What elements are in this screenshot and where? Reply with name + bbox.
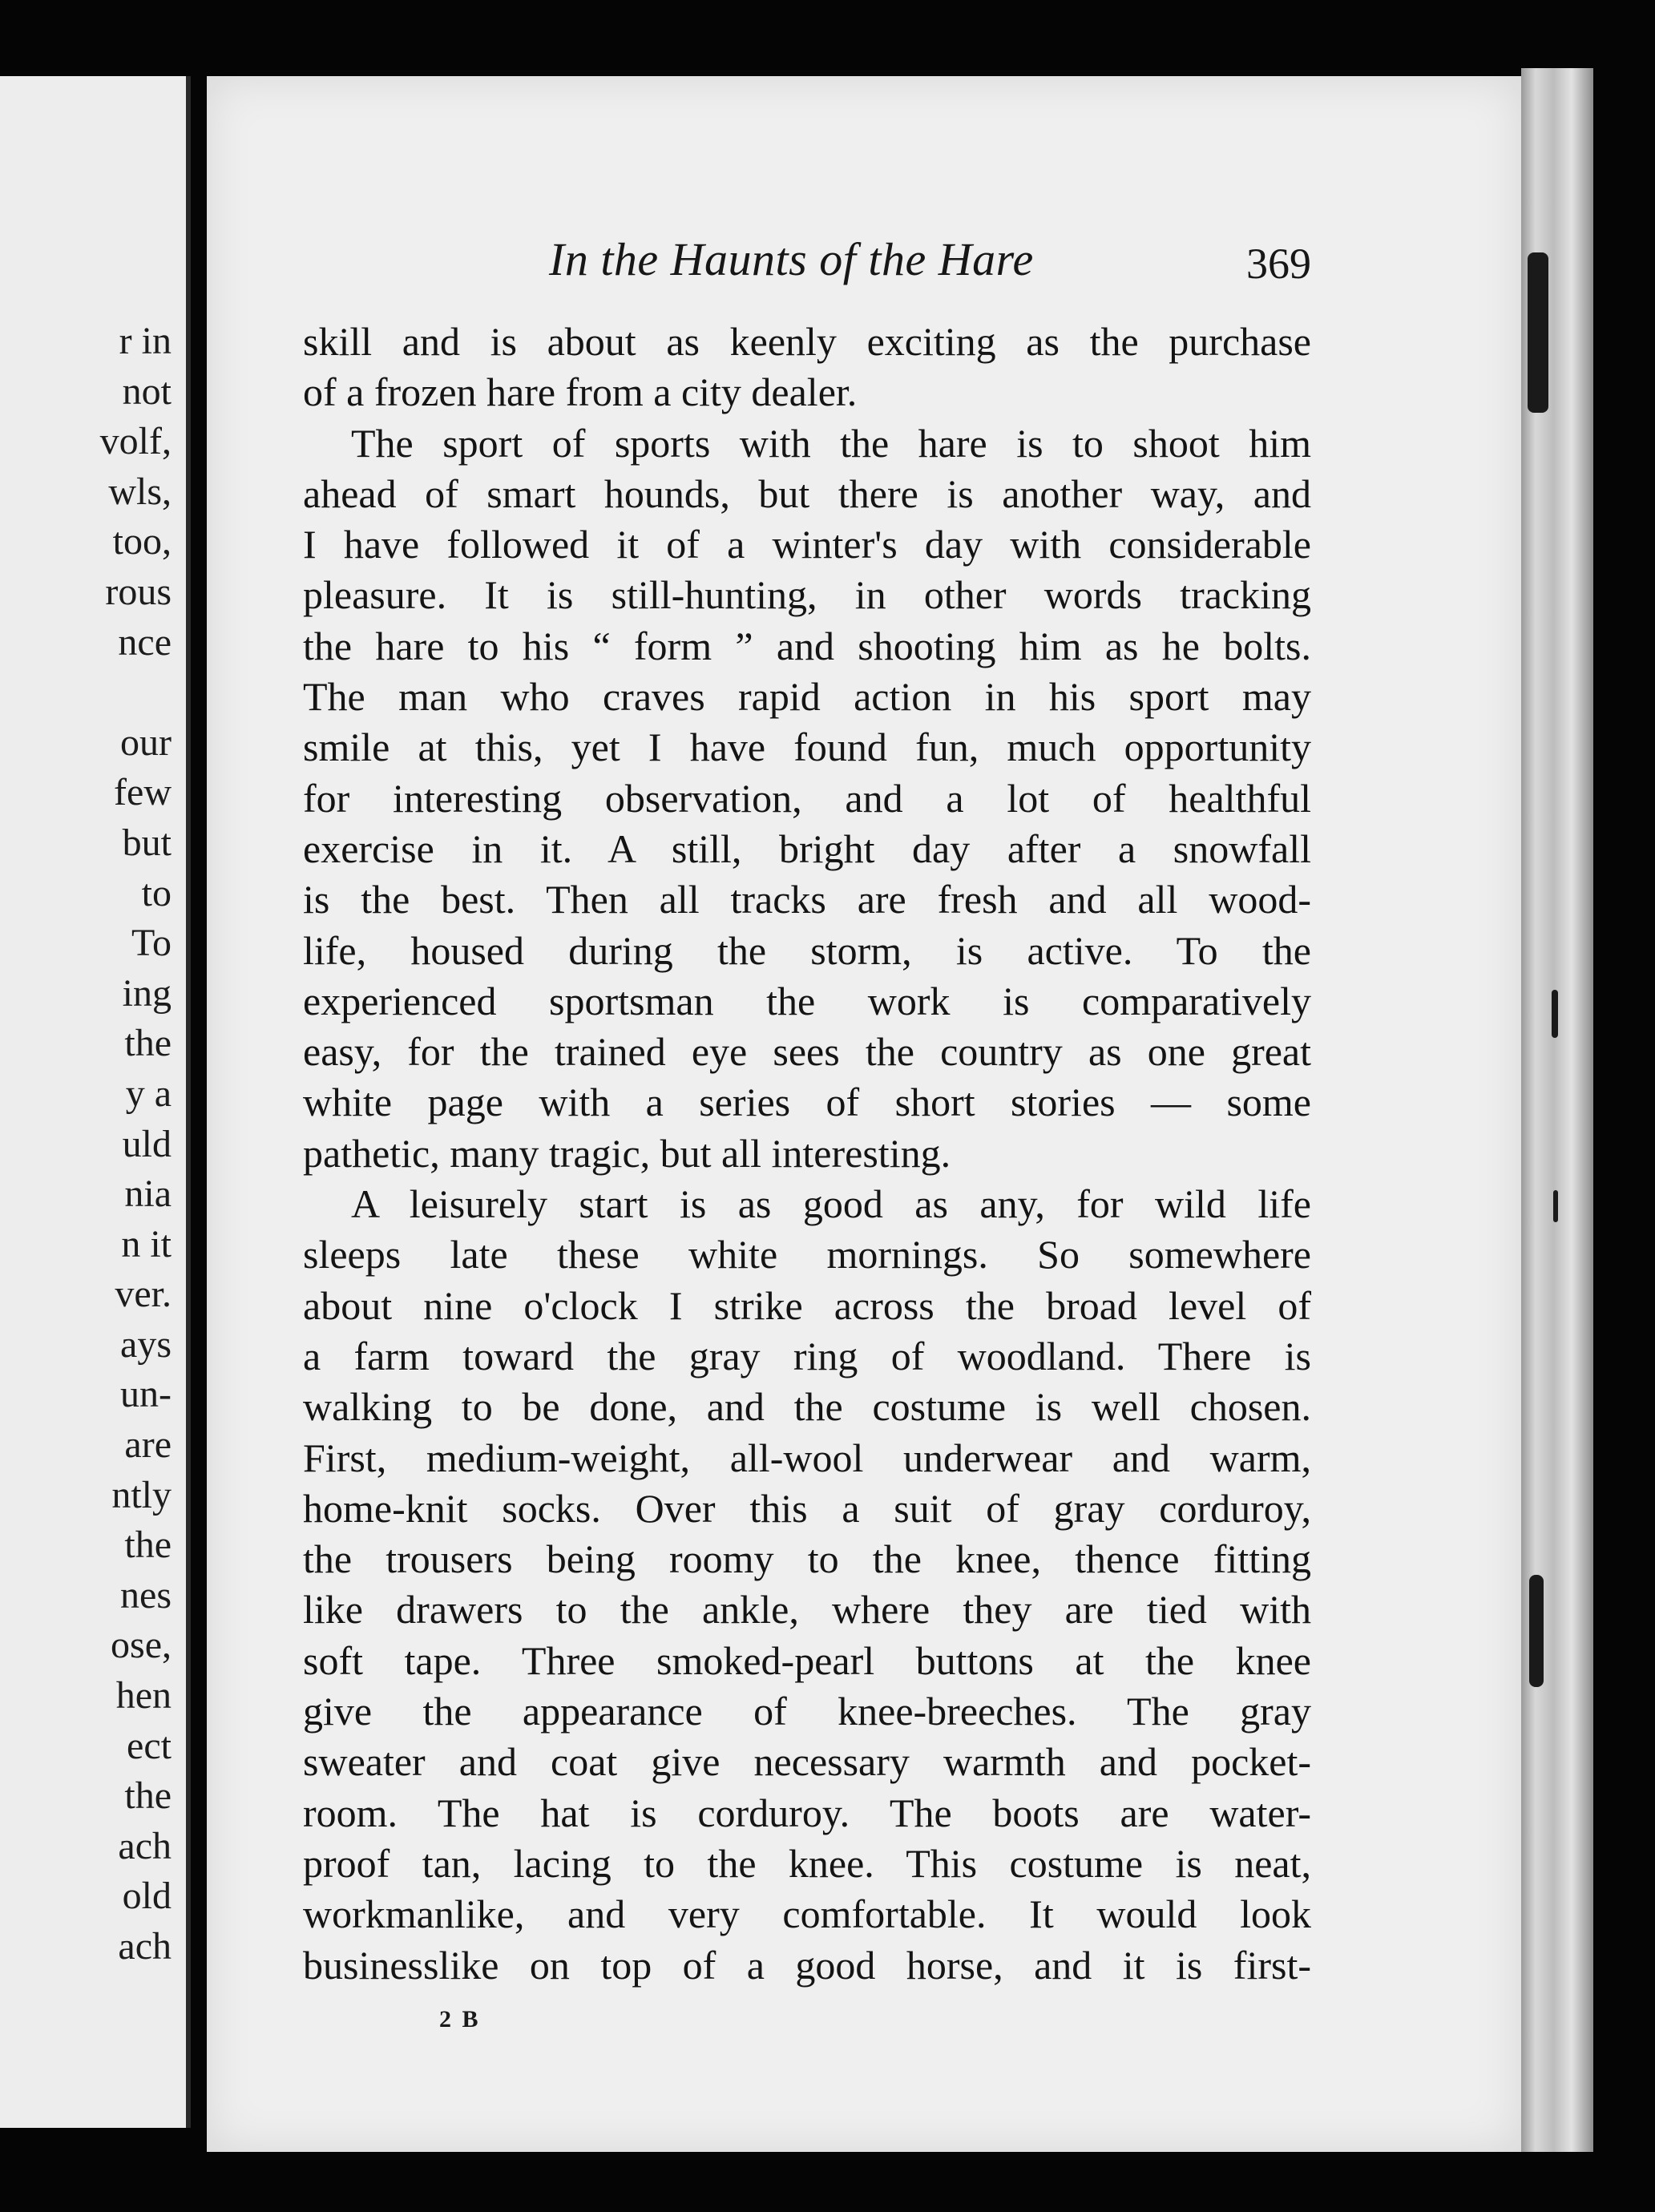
facing-line: y a bbox=[125, 1072, 172, 1115]
facing-line: the bbox=[124, 1774, 172, 1818]
text-line: home-knit socks. Over this a suit of gray corduroy, bbox=[303, 1485, 1311, 1531]
facing-line: ach bbox=[118, 1925, 172, 1968]
signature-mark: 2 B bbox=[439, 2006, 481, 2032]
text-line: of a frozen hare from a city dealer. bbox=[303, 369, 858, 415]
facing-line: are bbox=[124, 1423, 172, 1467]
running-head: In the Haunts of the Hare bbox=[549, 233, 1034, 285]
facing-line: nes bbox=[120, 1573, 172, 1617]
facing-line: ntly bbox=[111, 1473, 172, 1516]
text-line: pathetic, many tragic, but all interesting. bbox=[303, 1130, 951, 1176]
text-line: proof tan, lacing to the knee. This costume is neat, bbox=[303, 1840, 1311, 1886]
edge-mark bbox=[1528, 252, 1548, 413]
text-line: white page with a series of short stories — some bbox=[303, 1080, 1311, 1125]
text-line: exercise in it. A still, bright day after a snowfall bbox=[303, 825, 1311, 871]
facing-line: but bbox=[122, 821, 172, 864]
facing-line: r in bbox=[119, 320, 172, 362]
text-line: room. The hat is corduroy. The boots are water- bbox=[303, 1790, 1311, 1835]
edge-mark bbox=[1529, 1575, 1544, 1687]
text-line: sleeps late these white mornings. So somewhere bbox=[303, 1232, 1311, 1278]
facing-line: un- bbox=[120, 1373, 172, 1416]
text-line: soft tape. Three smoked-pearl buttons at the knee bbox=[303, 1637, 1311, 1683]
facing-line: To bbox=[131, 922, 172, 965]
text-line: ahead of smart hounds, but there is another way, and bbox=[303, 470, 1311, 516]
text-line: workmanlike, and very comfortable. It would look bbox=[303, 1891, 1311, 1937]
facing-line: ays bbox=[120, 1322, 172, 1366]
text-line: about nine o'clock I strike across the broad level of bbox=[303, 1282, 1311, 1328]
text-line: The sport of sports with the hare is to shoot him bbox=[351, 420, 1311, 466]
edge-mark bbox=[1552, 990, 1558, 1038]
text-line: skill and is about as keenly exciting as the purchase bbox=[303, 319, 1311, 364]
facing-line bbox=[100, 668, 172, 718]
facing-page bbox=[0, 76, 191, 2128]
facing-line: n it bbox=[121, 1222, 172, 1265]
facing-line: ver. bbox=[115, 1273, 172, 1316]
text-line: like drawers to the ankle, where they are tied with bbox=[303, 1587, 1311, 1633]
text-line: I have followed it of a winter's day with considerable bbox=[303, 522, 1311, 567]
facing-line: ect bbox=[127, 1724, 172, 1767]
facing-line: ach bbox=[118, 1824, 172, 1867]
facing-line: not bbox=[122, 369, 172, 413]
facing-line: the bbox=[124, 1022, 172, 1065]
text-line: the hare to his “ form ” and shooting him as he bolts. bbox=[303, 623, 1311, 668]
text-line: life, housed during the storm, is active. To the bbox=[303, 927, 1311, 973]
facing-line: to bbox=[141, 871, 172, 914]
text-line: the trousers being roomy to the knee, thence fitting bbox=[303, 1536, 1311, 1582]
text-line: experienced sportsman the work is comparatively bbox=[303, 978, 1311, 1023]
facing-line: nce bbox=[118, 620, 172, 664]
facing-page-text bbox=[100, 317, 172, 1972]
edge-mark bbox=[1553, 1190, 1558, 1222]
facing-line: our bbox=[120, 721, 172, 764]
facing-line: nia bbox=[124, 1173, 172, 1216]
facing-line: wls, bbox=[108, 470, 172, 513]
text-line: give the appearance of knee-breeches. The gray bbox=[303, 1689, 1311, 1734]
text-line: smile at this, yet I have found fun, much opportunity bbox=[303, 725, 1311, 770]
text-line: The man who craves rapid action in his sport may bbox=[303, 674, 1311, 720]
text-line: sweater and coat give necessary warmth and pocket- bbox=[303, 1739, 1311, 1785]
facing-line: few bbox=[114, 771, 172, 814]
text-line: businesslike on top of a good horse, and it is first- bbox=[303, 1942, 1311, 1988]
facing-line: uld bbox=[122, 1122, 172, 1165]
text-line: First, medium-weight, all-wool underwear and warm, bbox=[303, 1435, 1311, 1480]
body-text bbox=[303, 317, 1311, 1991]
text-line: pleasure. It is still-hunting, in other words tracking bbox=[303, 572, 1311, 618]
text-line: walking to be done, and the costume is well chosen. bbox=[303, 1384, 1311, 1430]
facing-line: rous bbox=[105, 570, 172, 613]
text-line: is the best. Then all tracks are fresh and all wood- bbox=[303, 877, 1311, 922]
facing-line: old bbox=[122, 1875, 172, 1918]
text-line: a farm toward the gray ring of woodland. There is bbox=[303, 1333, 1311, 1378]
page-block-edge bbox=[1521, 68, 1593, 2152]
facing-line: hen bbox=[115, 1674, 172, 1718]
page-number: 369 bbox=[1246, 240, 1311, 288]
facing-line: the bbox=[124, 1524, 172, 1567]
facing-line: volf, bbox=[99, 420, 172, 463]
text-line: easy, for the trained eye sees the country as one great bbox=[303, 1029, 1311, 1075]
facing-line: too, bbox=[112, 520, 172, 563]
text-line: for interesting observation, and a lot of healthful bbox=[303, 775, 1311, 821]
facing-line: ose, bbox=[111, 1624, 172, 1667]
facing-line: ing bbox=[122, 971, 172, 1015]
text-line: A leisurely start is as good as any, for wild life bbox=[351, 1181, 1311, 1227]
